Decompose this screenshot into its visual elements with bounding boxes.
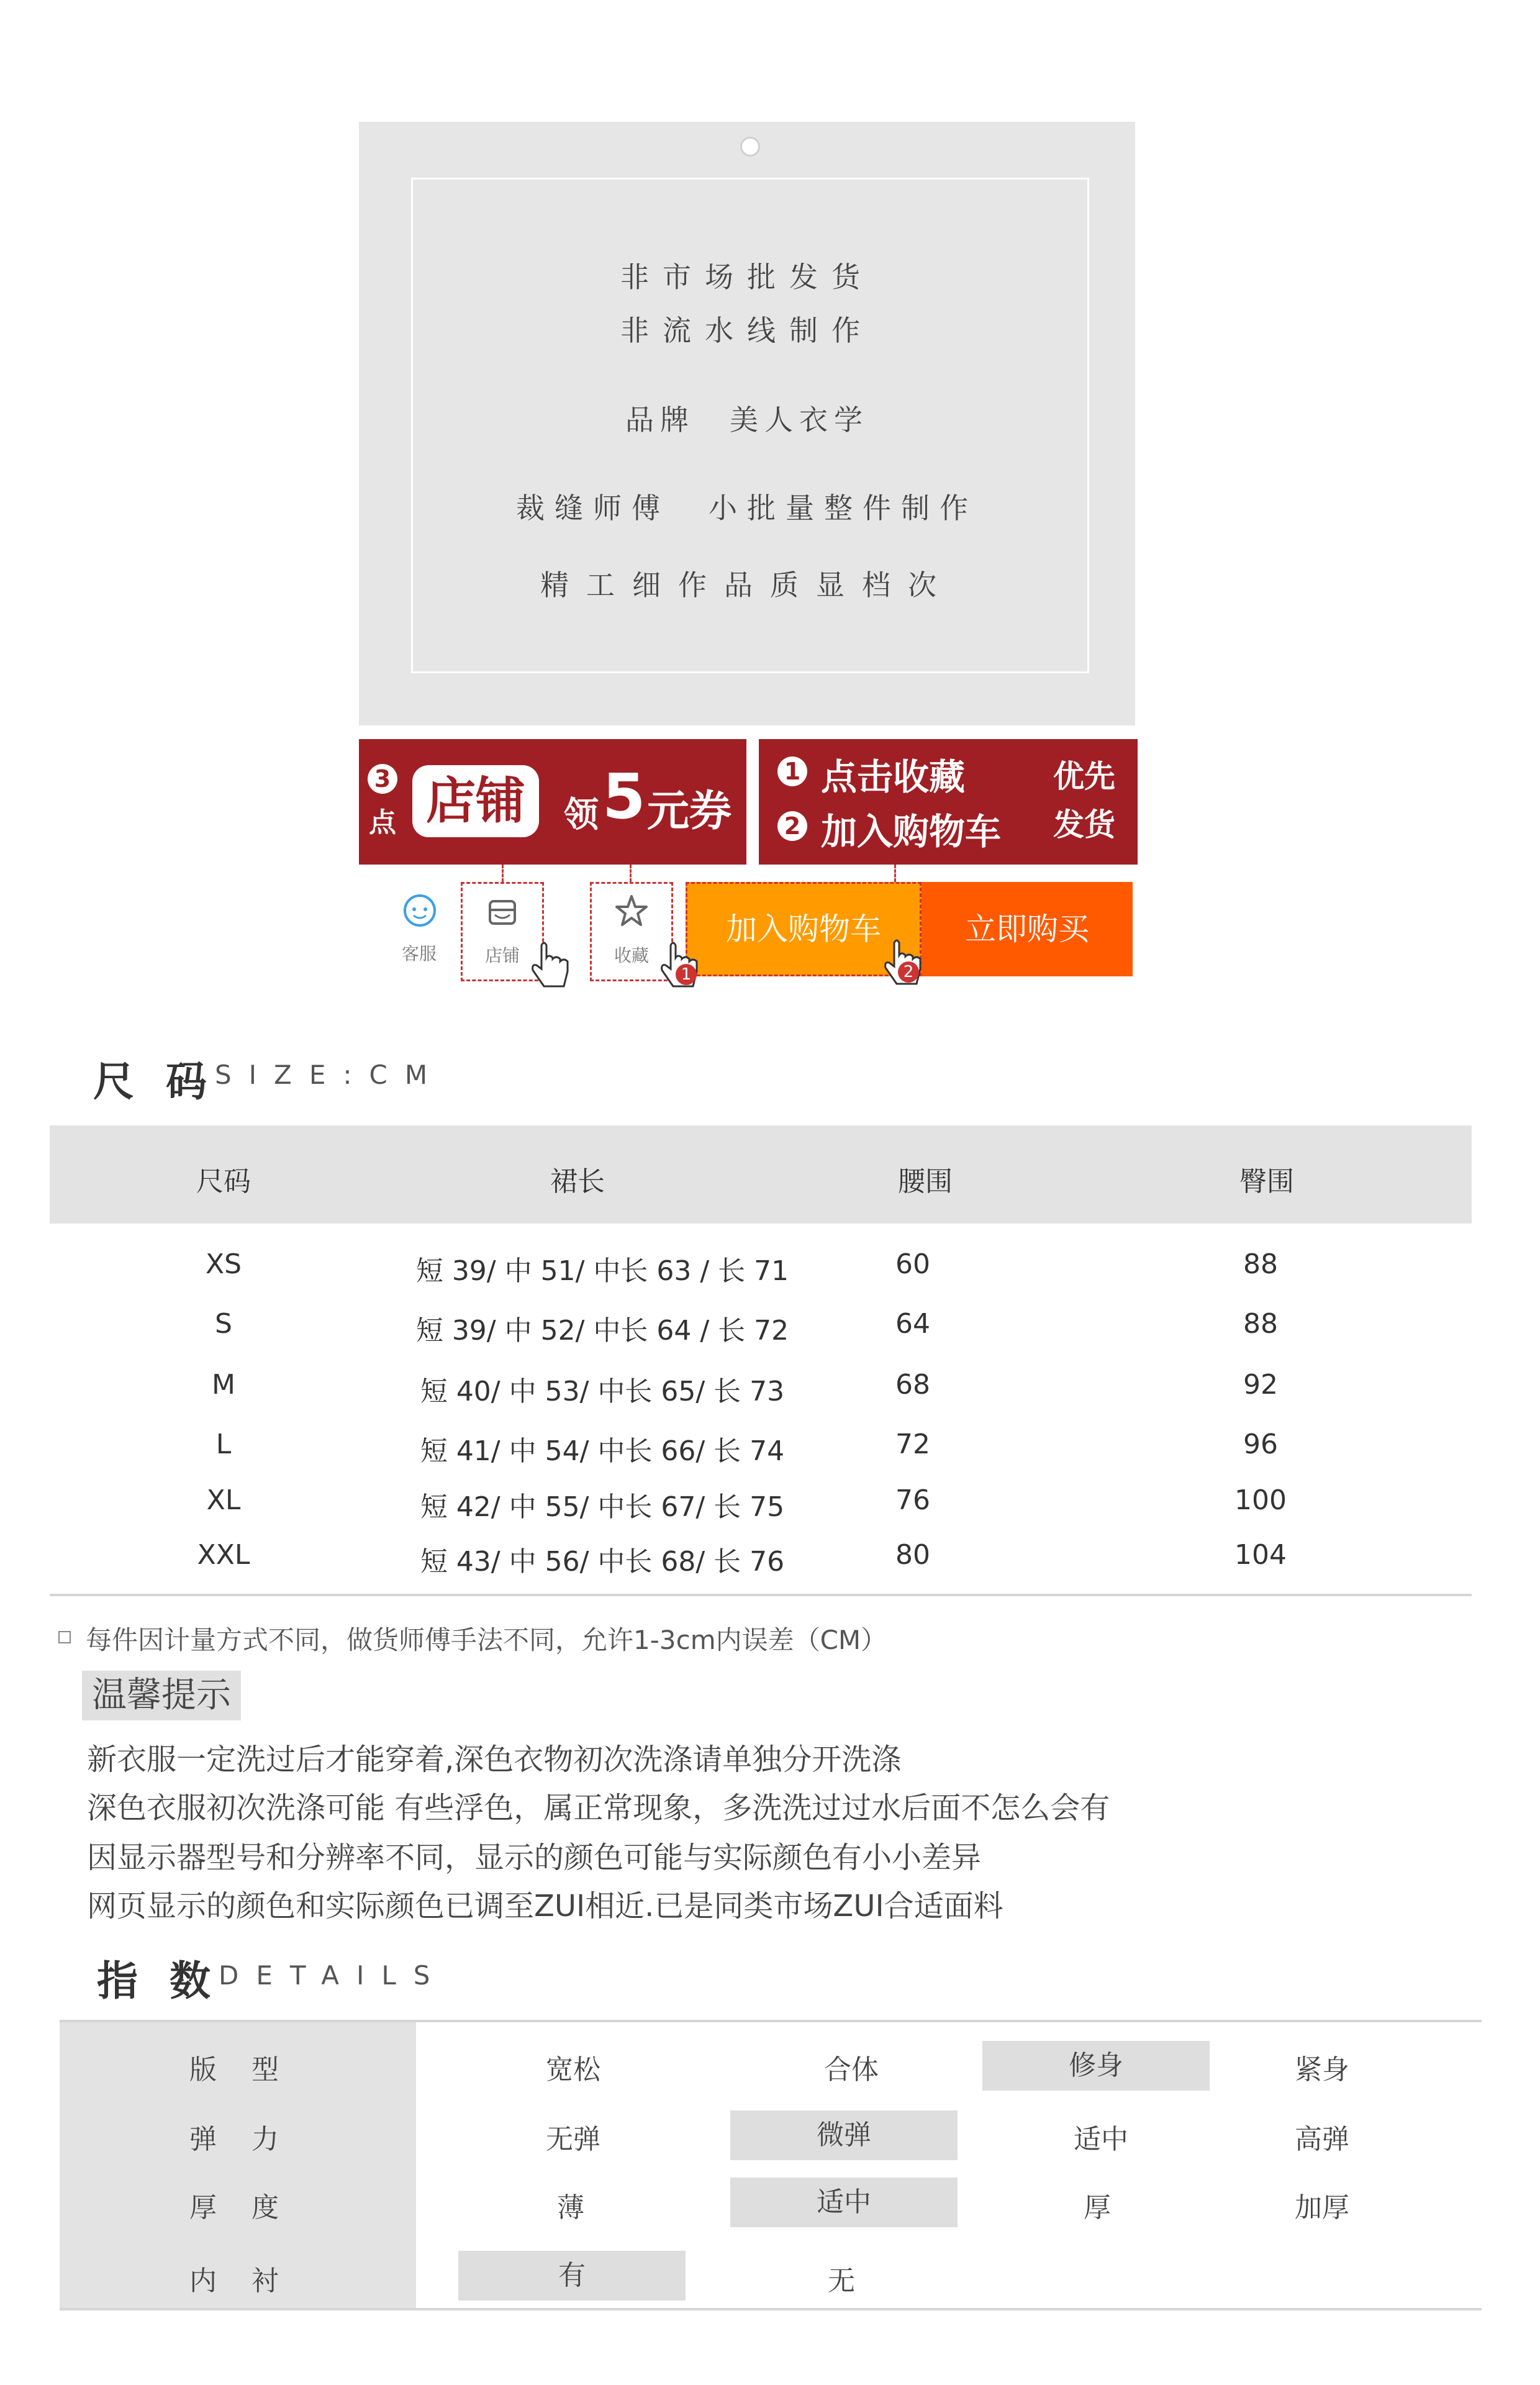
hip-cell: 88 xyxy=(1243,1248,1278,1280)
step-3-badge: 3 xyxy=(368,764,397,794)
length-cell: 短 42/ 中 55/ 中长 67/ 长 75 xyxy=(420,1491,785,1523)
size-cell: M xyxy=(212,1369,235,1401)
details-option-selected: 微弹 xyxy=(730,2110,958,2160)
connector-line xyxy=(894,865,896,882)
banner-get-label: 领 xyxy=(564,795,599,835)
connector-line xyxy=(502,865,504,882)
waist-cell: 60 xyxy=(895,1248,930,1280)
waist-cell: 72 xyxy=(895,1429,930,1460)
tip-line-3: 因显示器型号和分辨率不同，显示的颜色可能与实际颜色有小小差异 xyxy=(87,1840,982,1875)
size-table-divider xyxy=(50,1594,1472,1596)
hangtag-line-4: 裁缝师傅 小批量整件制作 xyxy=(516,491,978,525)
banner-step2-text: 加入购物车 xyxy=(821,811,1002,853)
hangtag-hole-icon xyxy=(740,137,760,157)
service-label: 客服 xyxy=(401,943,437,964)
service-button[interactable] xyxy=(383,882,456,981)
details-option: 厚 xyxy=(1084,2192,1111,2224)
store-coupon-banner[interactable] xyxy=(359,739,746,865)
length-cell: 短 41/ 中 54/ 中长 66/ 长 74 xyxy=(420,1435,785,1467)
buy-now-button[interactable]: 立即购买 xyxy=(922,882,1133,976)
details-section-subtitle: DETAILS xyxy=(219,1960,448,1991)
size-error-note: 每件因计量方式不同，做货师傅手法不同，允许1-3cm内误差（CM） xyxy=(86,1625,887,1655)
tip-line-4: 网页显示的颜色和实际颜色已调至ZUI相近.已是同类市场ZUI合适面料 xyxy=(87,1889,1003,1924)
favorite-label: 收藏 xyxy=(614,945,649,966)
size-cell: L xyxy=(215,1429,232,1460)
table-row xyxy=(50,1363,1472,1419)
tips-title: 温馨提示 xyxy=(82,1671,241,1720)
details-bottom-divider xyxy=(60,2308,1482,2310)
details-option-selected: 适中 xyxy=(730,2178,958,2227)
details-option: 适中 xyxy=(1074,2124,1128,2155)
size-header-waist: 腰围 xyxy=(898,1166,953,1197)
details-option-selected: 有 xyxy=(458,2251,686,2301)
hand-cursor-icon xyxy=(523,938,579,994)
banner-priority-1: 优先 xyxy=(1053,758,1115,794)
details-label: 厚 度 xyxy=(189,2192,283,2224)
service-chat-icon xyxy=(401,892,438,929)
size-header-size: 尺码 xyxy=(196,1166,251,1197)
banner-click-label: 点 xyxy=(369,807,396,838)
connector-line xyxy=(630,865,632,882)
banner-priority-2: 发货 xyxy=(1053,807,1115,843)
store-icon xyxy=(484,894,521,931)
size-header-length: 裙长 xyxy=(550,1166,605,1197)
details-option: 紧身 xyxy=(1295,2054,1349,2086)
tip-line-1: 新衣服一定洗过后才能穿着,深色衣物初次洗涤请单独分开洗涤 xyxy=(87,1742,902,1777)
details-option: 高弹 xyxy=(1295,2124,1349,2155)
table-row xyxy=(50,1478,1472,1534)
details-option: 加厚 xyxy=(1295,2192,1349,2224)
tip-line-2: 深色衣服初次洗涤可能 有些浮色，属正常现象，多洗洗过过水后面不怎么会有 xyxy=(87,1791,1110,1825)
size-header-hip: 臀围 xyxy=(1239,1166,1294,1197)
favorite-cart-banner xyxy=(759,739,1138,865)
step-1-badge: 1 xyxy=(777,756,807,786)
table-row xyxy=(50,1302,1472,1358)
hip-cell: 104 xyxy=(1234,1539,1287,1571)
marker-2-badge: 2 xyxy=(898,961,919,983)
length-cell: 短 40/ 中 53/ 中长 65/ 长 73 xyxy=(420,1376,785,1407)
length-cell: 短 43/ 中 56/ 中长 68/ 长 76 xyxy=(420,1546,785,1578)
details-option: 宽松 xyxy=(546,2054,600,2086)
waist-cell: 68 xyxy=(895,1369,930,1401)
table-row xyxy=(50,1242,1472,1298)
size-cell: XL xyxy=(206,1484,241,1516)
details-option: 薄 xyxy=(557,2192,584,2224)
details-option: 无 xyxy=(828,2265,855,2297)
marker-1-badge: 1 xyxy=(676,964,697,985)
size-section-subtitle: SIZE:CM xyxy=(215,1060,445,1090)
details-section-title: 指 数 xyxy=(97,1957,219,2005)
details-option: 合体 xyxy=(824,2054,879,2086)
details-option-selected: 修身 xyxy=(982,2041,1210,2091)
waist-cell: 64 xyxy=(895,1308,930,1340)
table-row xyxy=(50,1533,1472,1589)
size-cell: XS xyxy=(205,1248,242,1280)
hangtag-line-1: 非市场批发货 xyxy=(620,260,874,294)
size-cell: S xyxy=(215,1308,232,1340)
banner-store-label: 店铺 xyxy=(412,765,539,837)
details-option: 无弹 xyxy=(546,2124,600,2155)
table-row xyxy=(50,1422,1472,1478)
details-label: 版 型 xyxy=(189,2054,283,2086)
hip-cell: 88 xyxy=(1243,1308,1278,1340)
banner-step1-text: 点击收藏 xyxy=(821,756,966,798)
add-to-cart-button[interactable]: 加入购物车 xyxy=(686,882,922,976)
step-2-badge: 2 xyxy=(777,811,807,841)
details-label: 内 衬 xyxy=(189,2265,283,2297)
hip-cell: 92 xyxy=(1243,1369,1278,1401)
hangtag-line-2: 非流水线制作 xyxy=(620,314,874,347)
size-section-title: 尺 码 xyxy=(93,1058,215,1106)
hangtag-line-5: 精工细作品质显档次 xyxy=(540,568,954,602)
store-label: 店铺 xyxy=(484,945,520,966)
waist-cell: 76 xyxy=(895,1484,930,1516)
waist-cell: 80 xyxy=(895,1539,930,1571)
details-label: 弹 力 xyxy=(189,2124,283,2155)
hangtag-line-3: 品牌 美人衣学 xyxy=(625,403,869,437)
length-cell: 短 39/ 中 52/ 中长 64 / 长 72 xyxy=(415,1315,789,1347)
size-cell: XXL xyxy=(197,1539,250,1571)
banner-amount: 5 xyxy=(602,760,646,833)
length-cell: 短 39/ 中 51/ 中长 63 / 长 71 xyxy=(415,1255,789,1287)
checkbox-icon xyxy=(58,1631,71,1643)
hip-cell: 100 xyxy=(1234,1484,1287,1516)
star-icon xyxy=(613,893,650,930)
hip-cell: 96 xyxy=(1243,1429,1278,1460)
banner-coupon-label: 元券 xyxy=(647,787,732,836)
